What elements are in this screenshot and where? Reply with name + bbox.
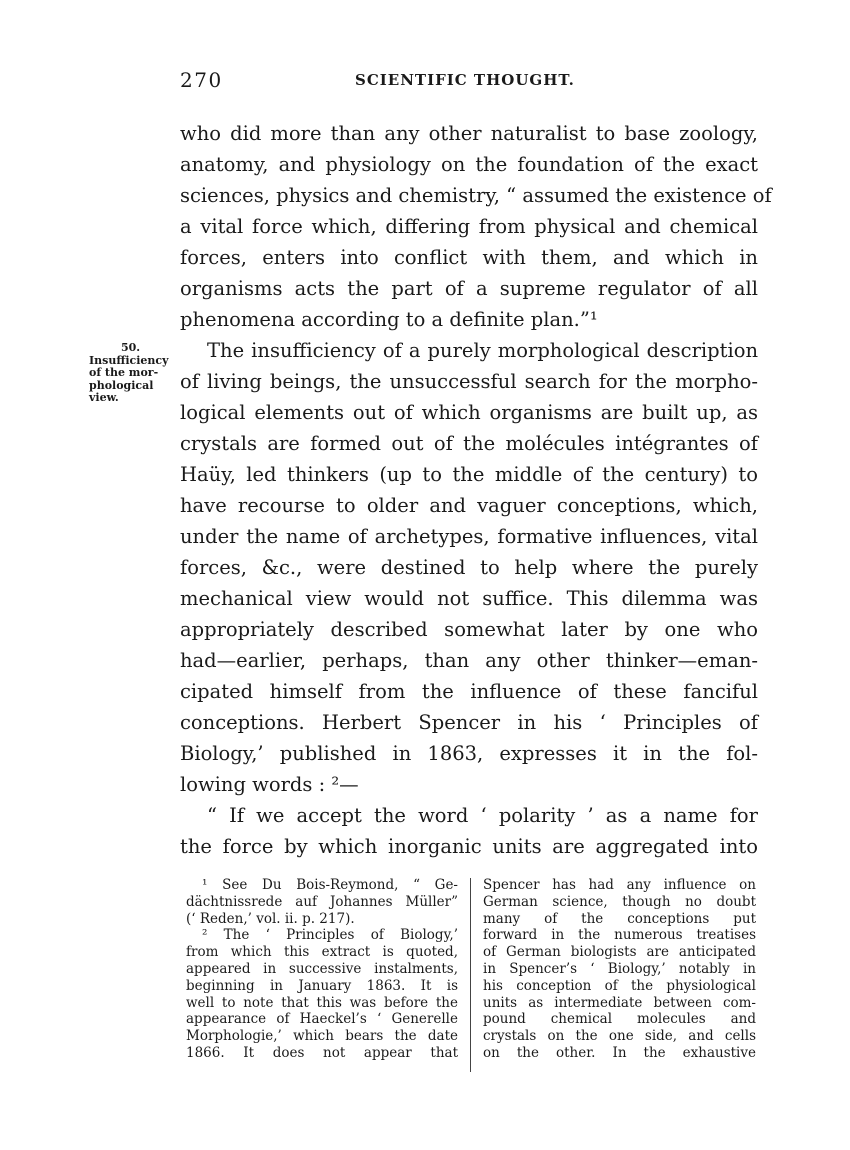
footnote-line: appeared in successive instalments, (186, 960, 458, 977)
text-line: cipated himself from the influence of these fanciful (180, 680, 758, 703)
page-header (180, 68, 580, 98)
text-line: who did more than any other naturalist to base zoology, (180, 122, 758, 145)
footnote-line: (‘ Reden,’ vol. ii. p. 217). (186, 910, 355, 927)
margin-note-line: Insufficiency (89, 353, 169, 367)
text-line: forces, enters into conflict with them, and which in (180, 246, 758, 269)
margin-note-number: 50. (121, 341, 141, 354)
text-line: The insufficiency of a purely morphological description (207, 339, 758, 362)
text-line: a vital force which, differing from physical and chemical (180, 215, 758, 238)
footnote-line: ² The ‘ Principles of Biology,’ (202, 927, 458, 944)
text-line: appropriately described somewhat later by one who (180, 618, 758, 641)
footnote-line: Spencer has had any influence on (483, 877, 756, 893)
text-line: Haüy, led thinkers (up to the middle of the century) to (180, 463, 758, 486)
margin-note-line: view. (89, 391, 119, 404)
footnote-line: units as intermediate between com- (483, 994, 756, 1011)
footnote-line: Morphologie,’ which bears the date (186, 1028, 458, 1045)
footnotes-left-column (186, 877, 458, 1062)
margin-note-line: phological (89, 378, 154, 392)
text-line: lowing words : ²— (180, 773, 359, 796)
text-line: sciences, physics and chemistry, “ assumed the existence of (180, 184, 772, 207)
text-line: phenomena according to a definite plan.”¹ (180, 308, 598, 331)
margin-note (89, 342, 181, 405)
text-line: of living beings, the unsuccessful search for the morpho- (180, 370, 758, 393)
page-number: 270 (180, 68, 223, 92)
body-text (180, 118, 772, 862)
text-line: the force by which inorganic units are aggregated into (180, 835, 758, 858)
text-line: forces, &c., were destined to help where the purely (180, 556, 758, 579)
footnote-line: ¹ See Du Bois-Reymond, “ Ge- (202, 877, 458, 893)
footnote-line: his conception of the physiological (483, 977, 756, 994)
footnote-line: of German biologists are anticipated (483, 944, 756, 961)
running-head: SCIENTIFIC THOUGHT. (355, 71, 575, 89)
margin-note-line: of the mor- (89, 366, 159, 379)
text-line: conceptions. Herbert Spencer in his ‘ Principles of (180, 711, 758, 734)
footnote-line: pound chemical molecules and (483, 1011, 756, 1028)
text-line: had—earlier, perhaps, than any other thinker—eman- (180, 649, 758, 672)
footnote-line: crystals on the one side, and cells (483, 1028, 756, 1045)
footnote-column-divider (470, 878, 471, 1072)
footnote-line: appearance of Haeckel’s ‘ Generelle (186, 1011, 458, 1028)
footnote-line: 1866. It does not appear that (186, 1044, 458, 1061)
footnote-line: many of the conceptions put (483, 910, 756, 927)
text-line: organisms acts the part of a supreme regulator of all (180, 277, 758, 300)
footnote-line: from which this extract is quoted, (186, 944, 458, 961)
footnotes-right-column (483, 877, 756, 1062)
footnote-line: in Spencer’s ‘ Biology,’ notably in (483, 960, 756, 977)
footnote-line: beginning in January 1863. It is (186, 977, 458, 994)
text-line: anatomy, and physiology on the foundation of the exact (180, 153, 758, 176)
footnote-line: well to note that this was before the (186, 994, 458, 1011)
footnote-line: forward in the numerous treatises (483, 927, 756, 944)
footnote-line: dächtnissrede auf Johannes Müller” (186, 893, 458, 910)
text-line: crystals are formed out of the molécules intégrantes of (180, 432, 758, 455)
footnote-line: on the other. In the exhaustive (483, 1044, 756, 1061)
text-line: “ If we accept the word ‘ polarity ’ as a name for (207, 804, 758, 827)
text-line: mechanical view would not suffice. This dilemma was (180, 587, 758, 610)
footnote-line: German science, though no doubt (483, 893, 756, 910)
text-line: under the name of archetypes, formative influences, vital (180, 525, 758, 548)
text-line: Biology,’ published in 1863, expresses it in the fol- (180, 742, 758, 765)
text-line: have recourse to older and vaguer conceptions, which, (180, 494, 758, 517)
text-line: logical elements out of which organisms are built up, as (180, 401, 758, 424)
